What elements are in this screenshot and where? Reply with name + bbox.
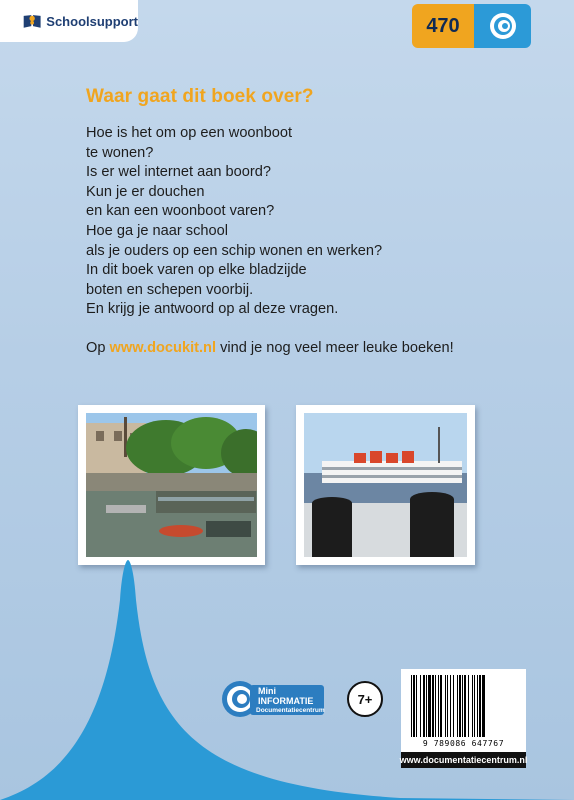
- brand-name: Schoolsupport: [46, 13, 138, 29]
- mini-informatie-line2: INFORMATIE: [258, 696, 314, 706]
- description-line: en kan een woonboot varen?: [86, 203, 275, 220]
- barcode-bar: [457, 675, 458, 737]
- barcode-bar: [428, 675, 431, 737]
- barcode-bar: [416, 675, 417, 737]
- description-line: boten en schepen voorbij.: [86, 281, 254, 298]
- website-prefix: Op: [86, 340, 110, 356]
- barcode-bar: [423, 675, 425, 737]
- barcode-bar: [445, 675, 446, 737]
- moored-ship-photo: [296, 405, 475, 565]
- barcode-bar: [462, 675, 463, 737]
- canal-houseboats-photo: [78, 405, 265, 565]
- description-line: Hoe ga je naar school: [86, 222, 228, 239]
- barcode-bar: [450, 675, 451, 737]
- series-badge: [412, 4, 531, 48]
- description-line: te wonen?: [86, 144, 154, 161]
- barcode-bar: [432, 675, 434, 737]
- barcode-bar: [435, 675, 436, 737]
- description-line: En krijg je antwoord op al deze vragen.: [86, 301, 339, 318]
- description-line: In dit boek varen op elke bladzijde: [86, 262, 307, 279]
- barcode-bar: [464, 675, 466, 737]
- barcode-bar: [477, 675, 478, 737]
- barcode-bar: [472, 675, 473, 737]
- description-line: Kun je er douchen: [86, 183, 205, 200]
- barcode-digits: 9 789086 647767: [422, 739, 505, 748]
- barcode-bar: [482, 675, 485, 737]
- barcode-bar: [413, 675, 415, 737]
- age-badge: 7+: [347, 681, 383, 717]
- barcode-bar: [420, 675, 421, 737]
- website-sentence: [86, 340, 454, 356]
- barcode-bars: [411, 675, 516, 737]
- barcode-bar: [426, 675, 427, 737]
- schoolsupport-brand: [0, 0, 138, 42]
- description-line: Is er wel internet aan boord?: [86, 164, 271, 181]
- barcode-bar: [468, 675, 469, 737]
- swirl-logo-icon: [474, 4, 531, 48]
- barcode-bar: [447, 675, 448, 737]
- series-number: 470: [412, 4, 474, 48]
- description-line: Hoe is het om op een woonboot: [86, 125, 293, 141]
- page-heading: Waar gaat dit boek over?: [86, 86, 314, 107]
- barcode-bar: [438, 675, 439, 737]
- mini-informatie-line3: Documentatiecentrum: [256, 707, 325, 714]
- barcode-bar: [411, 675, 412, 737]
- barcode-bar: [459, 675, 461, 737]
- website-suffix: vind je nog veel meer leuke boeken!: [216, 340, 454, 356]
- footer-url[interactable]: www.documentatiecentrum.nl: [401, 752, 526, 768]
- mini-informatie-line1: Mini: [258, 686, 276, 696]
- book-logo-icon: [22, 11, 42, 31]
- description-line: als je ouders op een schip wonen en werken?: [86, 242, 383, 259]
- barcode-bar: [453, 675, 454, 737]
- barcode: [401, 669, 526, 752]
- barcode-bar: [474, 675, 475, 737]
- barcode-bar: [479, 675, 481, 737]
- website-link[interactable]: www.docukit.nl: [109, 340, 217, 356]
- barcode-bar: [440, 675, 442, 737]
- description-text: [86, 124, 486, 320]
